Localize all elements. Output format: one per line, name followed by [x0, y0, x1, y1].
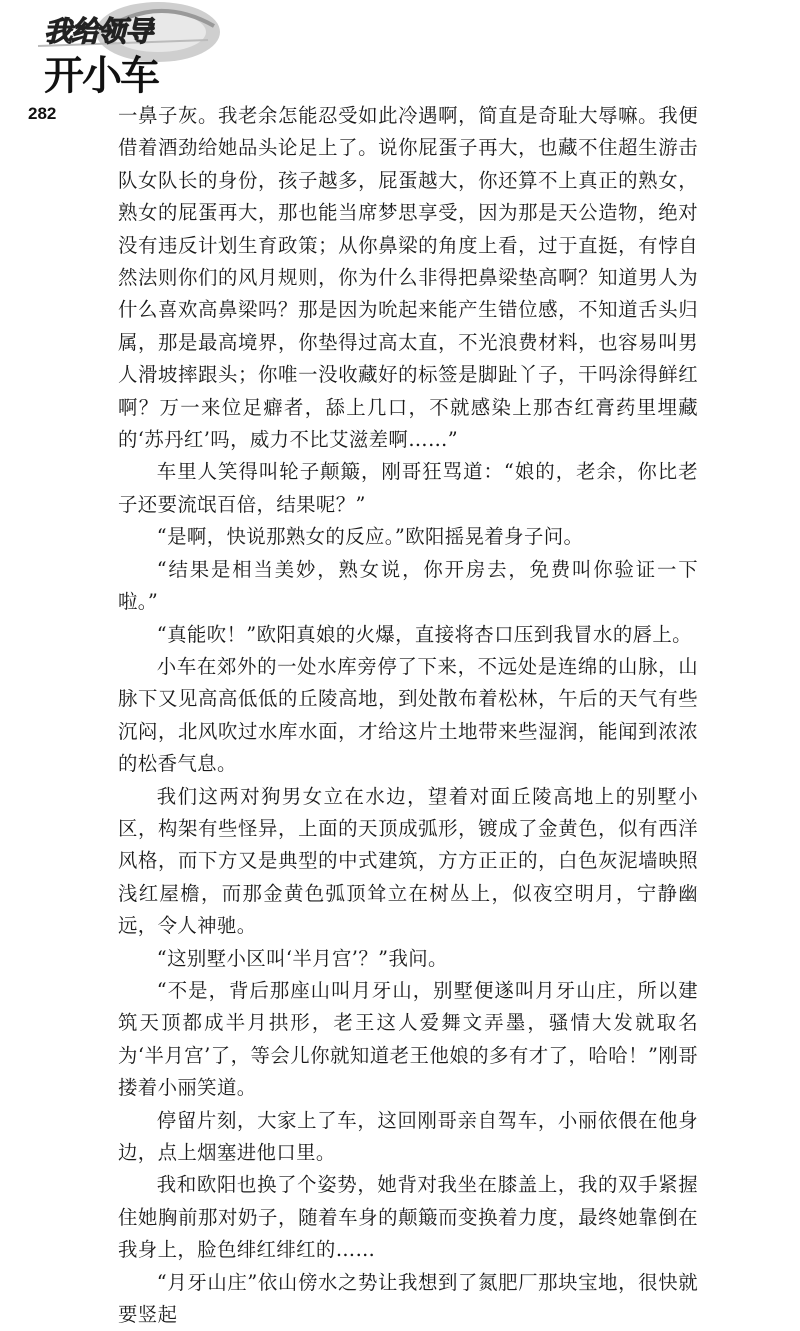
paragraph: “结果是相当美妙，熟女说，你开房去，免费叫你验证一下啦。” [118, 557, 698, 614]
page-number: 282 [28, 104, 57, 123]
paragraph: “真能吹！”欧阳真娘的火爆，直接将杏口压到我冒水的唇上。 [156, 622, 692, 646]
paragraph: 一鼻子灰。我老余怎能忍受如此冷遇啊，简直是奇耻大辱嘛。我便借着酒劲给她品头论足上了。说你屁蛋子再大，也藏不住超生游击队女队长的身份，孩子越多，屁蛋越大，你还算不上真正的熟女，熟女的屁蛋再大，那也能当席梦思享受，因为那是天公造物，绝对没有违反计划生育政策；从你鼻梁的角度上看，过于直挺，有悖自然法则你们的风月规则，你为什么非得把鼻梁垫高啊？知道男人为什么喜欢高鼻梁吗？那是因为吮起来能产生错位感，不知道舌头归属，那是最高境界，你垫得过高太直，不光浪费材料，也容易叫男人滑坡摔跟头；你唯一没收藏好的标签是脚趾丫子，干吗涂得鲜红啊？万一来位足癖者，舔上几口，不就感染上那杏红膏药里埋藏的‘苏丹红’吗，威力不比艾滋差啊……” [118, 104, 698, 452]
body-text [118, 100, 698, 1331]
paragraph: 停留片刻，大家上了车，这回刚哥亲自驾车，小丽依偎在他身边，点上烟塞进他口里。 [118, 1108, 698, 1164]
book-title-logo [8, 0, 238, 100]
paragraph: 我和欧阳也换了个姿势，她背对我坐在膝盖上，我的双手紧握住她胸前那对奶子，随着车身的颠簸而变换着力度，最终她靠倒在我身上，脸色绯红绯红的…… [118, 1173, 698, 1262]
logo-title-line1: 我给领导 [44, 15, 153, 48]
paragraph: 车里人笑得叫轮子颠簸，刚哥狂骂道：“娘的，老余，你比老子还要流氓百倍，结果呢？” [118, 460, 698, 516]
paragraph: “是啊，快说那熟女的反应。”欧阳摇晃着身子问。 [156, 525, 584, 549]
paragraph: “不是，背后那座山叫月牙山，别墅便遂叫月牙山庄，所以建筑天顶都成半月拱形，老王这人爱舞文弄墨，骚情大发就取名为‘半月宫’了，等会儿你就知道老王他娘的多有才了，哈哈！”刚哥搂着小丽笑道。 [118, 978, 698, 1100]
paragraph: 小车在郊外的一处水库旁停了下来，不远处是连绵的山脉，山脉下又见高高低低的丘陵高地，到处散布着松林，午后的天气有些沉闷，北风吹过水库水面，才给这片土地带来些湿润，能闻到浓浓的松香气息。 [118, 654, 698, 776]
paragraph: 我们这两对狗男女立在水边，望着对面丘陵高地上的别墅小区，构架有些怪异，上面的天顶成弧形，镀成了金黄色，似有西洋风格，而下方又是典型的中式建筑，方方正正的，白色灰泥墙映照浅红屋檐，而那金黄色弧顶耸立在树丛上，似夜空明月，宁静幽远，令人神驰。 [118, 784, 698, 938]
logo-title-line2: 开小车 [44, 53, 158, 99]
paragraph: “月牙山庄”依山傍水之势让我想到了氮肥厂那块宝地，很快就要竖起 [118, 1270, 698, 1327]
paragraph: “这别墅小区叫‘半月宫’？”我问。 [156, 946, 448, 970]
